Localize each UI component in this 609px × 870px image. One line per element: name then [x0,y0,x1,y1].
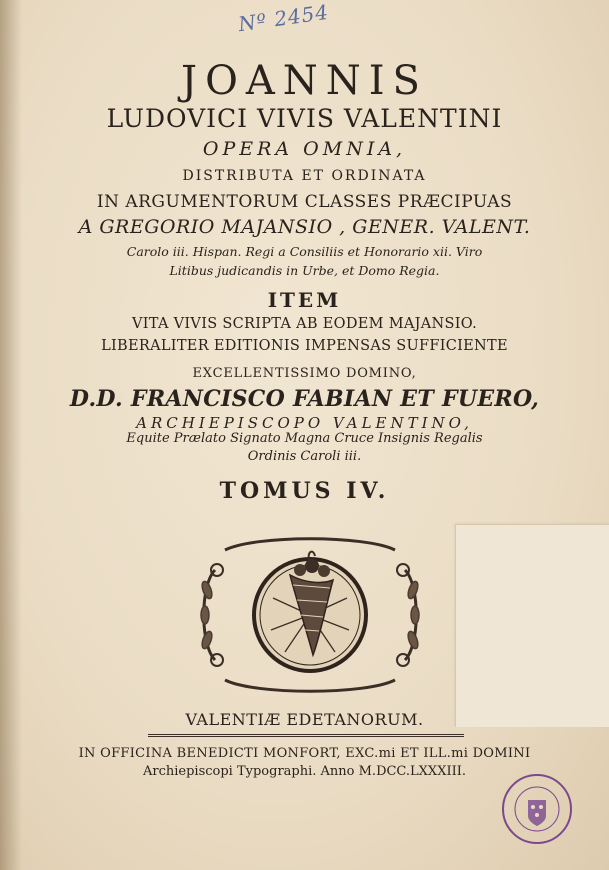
item-line-ordinis: Ordinis Caroli iii. [247,449,362,464]
title-line-distributa: DISTRIBUTA ET ORDINATA [182,168,427,184]
item-line-excellentissimo: EXCELLENTISSIMO DOMINO, [192,366,417,381]
item-line-equite: Equite Prælato Signato Magna Cruce Insignis Regalis [126,431,483,446]
item-line-francisco: D.D. FRANCISCO FABIAN ET FUERO, [69,386,540,412]
title-line-opera-omnia: OPERA OMNIA, [202,138,407,160]
title-line-litibus: Litibus judicandis in Urbe, et Domo Regia. [169,263,440,278]
item-heading: ITEM [267,288,342,312]
imprint-line-officina: IN OFFICINA BENEDICTI MONFORT, EXC.mi ET ILL.mi DOMINI [78,746,531,761]
printers-ornament-cornucopia [195,530,425,700]
item-line-liberaliter: LIBERALITER EDITIONIS IMPENSAS SUFFICIENTE [101,338,508,354]
library-stamp [500,772,574,846]
title-line-argumentorum: IN ARGUMENTORUM CLASSES PRÆCIPUAS [96,192,513,212]
item-line-archiepiscopo: ARCHIEPISCOPO VALENTINO, [136,414,473,432]
paper-repair-patch [455,524,609,727]
title-line-joannis: JOANNIS [181,58,428,104]
volume-number: TOMUS IV. [219,478,390,504]
double-rule-divider [148,734,464,737]
title-line-ludovici: LUDOVICI VIVIS VALENTINI [106,104,503,133]
inventory-number: Nº 2454 [236,0,331,37]
imprint-place: VALENTIÆ EDETANORUM. [185,710,424,729]
title-line-gregorio: A GREGORIO MAJANSIO , GENER. VALENT. [78,216,531,238]
title-line-carolo: Carolo iii. Hispan. Regi a Consiliis et Honorario xii. Viro [126,244,483,259]
imprint-line-year: Archiepiscopi Typographi. Anno M.DCC.LXXXIII. [142,764,466,779]
item-line-vita: VITA VIVIS SCRIPTA AB EODEM MAJANSIO. [131,316,478,332]
